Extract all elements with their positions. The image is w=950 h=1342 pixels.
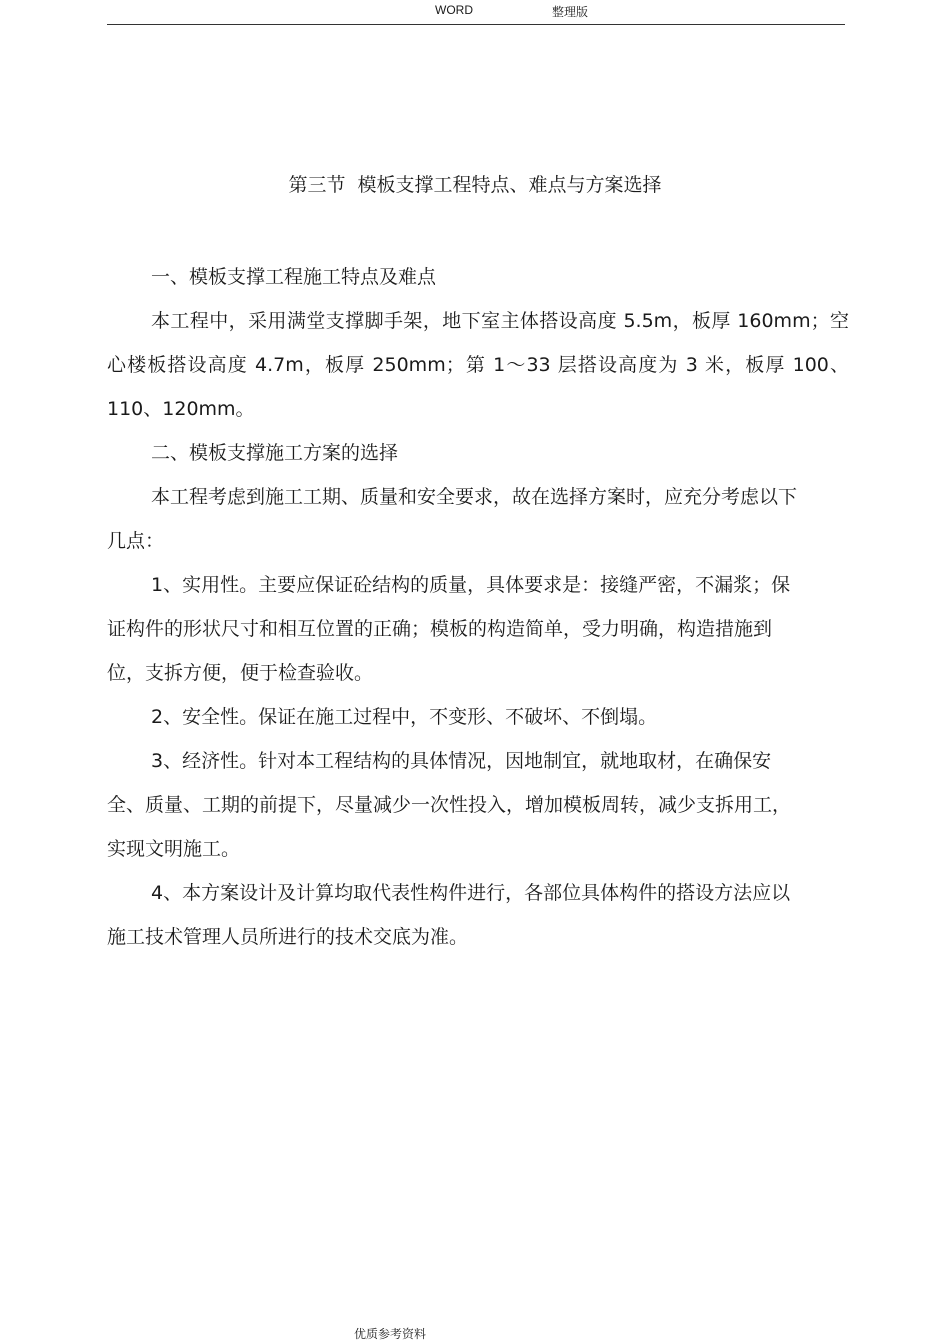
header-edition-label: 整理版 [552,5,589,19]
page-header [107,0,845,25]
heading-scheme-selection: 二、模板支撑施工方案的选择 [151,442,399,464]
header-word-label: WORD [435,3,473,17]
item-economy: 3、经济性。针对本工程结构的具体情况，因地制宜，就地取材，在确保安全、质量、工期的前提下，尽量减少一次性投入，增加模板周转，减少支拆用工，实现文明施工。 [107,750,792,860]
paragraph-considerations: 本工程考虑到施工工期、质量和安全要求，故在选择方案时，应充分考虑以下几点： [107,486,798,552]
section-title: 第三节 模板支撑工程特点、难点与方案选择 [288,174,662,196]
page-footer: 优质参考资料 [354,1327,427,1341]
item-safety: 2、安全性。保证在施工过程中，不变形、不破坏、不倒塌。 [151,706,658,728]
item-practicality: 1、实用性。主要应保证砼结构的质量，具体要求是：接缝严密，不漏浆；保证构件的形状尺寸和相互位置的正确；模板的构造简单，受力明确，构造措施到位，支拆方便，便于检查验收。 [107,574,791,684]
heading-features: 一、模板支撑工程施工特点及难点 [151,266,437,288]
item-design-basis: 4、本方案设计及计算均取代表性构件进行，各部位具体构件的搭设方法应以施工技术管理人员所进行的技术交底为准。 [107,882,791,948]
paragraph-project-overview: 本工程中，采用满堂支撑脚手架，地下室主体搭设高度 5.5m，板厚 160mm；空心楼板搭设高度 4.7m，板厚 250mm；第 1～33 层搭设高度为 3 米，板厚 100、110、120mm。 [107,310,849,420]
document-body [107,255,849,959]
